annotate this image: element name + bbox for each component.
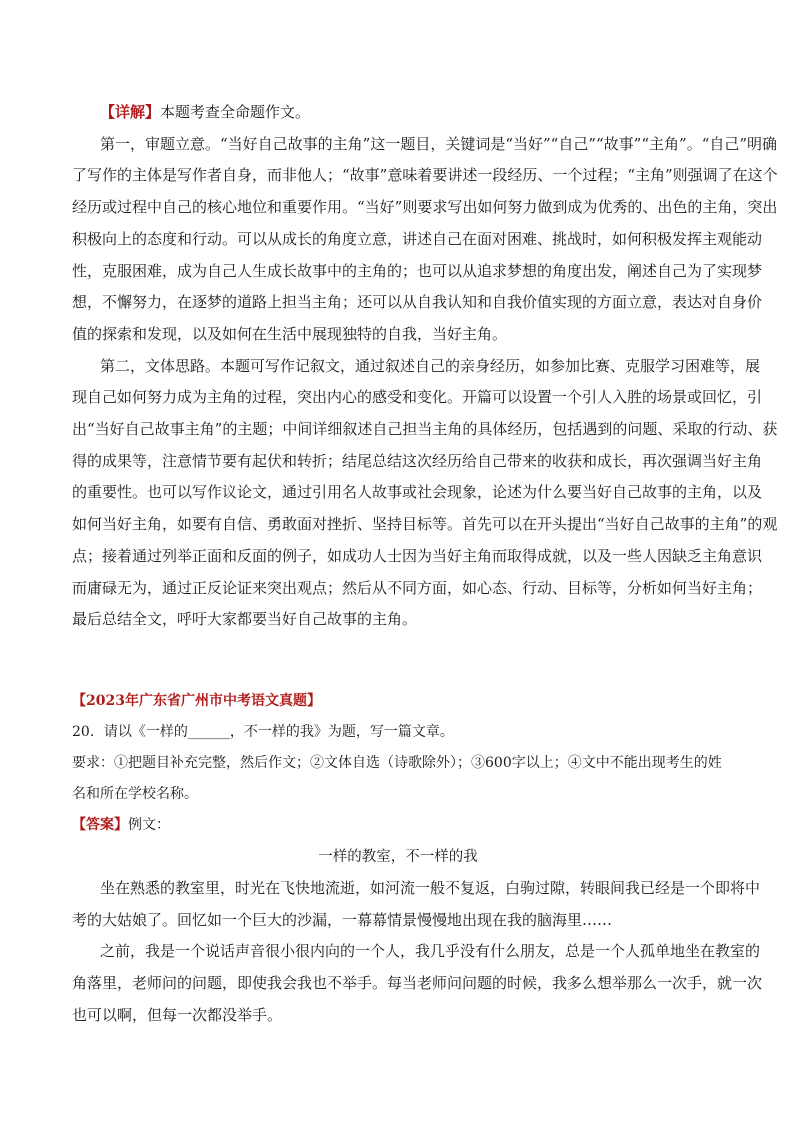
explanation-heading [72,97,724,129]
explanation-intro: 本题考查全命题作文。 [160,103,311,121]
question-requirements-line: 名和所在学校名称。 [72,786,198,802]
essay-line: 也可以啊，但每一次都没举手。 [72,1005,283,1024]
paragraph-line: 第二，文体思路。本题可写作记叙文，通过叙述自己的亲身经历，如参加比赛、克服学习困难等，展 [100,356,761,375]
paragraph-1 [72,129,778,351]
paragraph-line: 最后总结全文，呼吁大家都要当好自己故事的主角。 [72,610,418,629]
explanation-section [72,97,778,636]
paragraph-line: 性，克服困难，成为自己人生成长故事中的主角的；也可以从追求梦想的角度出发，阐述自己为了实现梦 [72,261,763,280]
essay-body [72,873,763,1032]
paragraph-line: 积极向上的态度和行动。可以从成长的角度立意，讲述自己在面对困难、挑战时，如何积极发挥主观能动 [72,229,763,248]
explanation-tag: 【详解】 [100,103,161,121]
answer-tag: 【答案】 [72,817,128,833]
paragraph-line: 想，不懈努力，在逐梦的道路上担当主角；还可以从自我认知和自我价值实现的方面立意，表达对自身价 [72,293,763,312]
answer-heading [72,810,724,841]
essay-line: 考的大姑娘了。回忆如一个巨大的沙漏，一幕幕情景慢慢地出现在我的脑海里…… [72,910,613,929]
paragraph-line: 现自己如何努力成为主角的过程，突出内心的感受和变化。开篇可以设置一个引人入胜的场景或回忆，引 [72,388,763,407]
essay-title: 一样的教室，不一样的我 [318,849,478,865]
essay-line: 角落里，老师问的问题，即使我会我也不举手。每当老师问问题的时候，我多么想举那么一次手，就一次 [72,974,763,993]
question-prompt: 20．请以《一样的______，不一样的我》为题，写一篇文章。 [72,724,454,740]
question-section [72,686,763,1032]
paragraph-line: 第一，审题立意。“当好自己故事的主角”这一题目，关键词是“当好”“自己”“故事”“主角”。“自己”明确 [100,134,778,153]
question-requirements-line: 要求：①把题目补充完整，然后作文；②文体自选（诗歌除外）；③600字以上；④文中不能出现考生的姓 [72,755,722,771]
paragraph-2 [72,351,778,636]
paragraph-line: 值的探索和发现，以及如何在生活中展现独特的自我，当好主角。 [72,324,508,343]
paragraph-line: 得的成果等，注意情节要有起伏和转折；结尾总结这次经历给自己带来的收获和成长，再次强调当好主角 [72,451,763,470]
paragraph-line: 的重要性。也可以写作议论文，通过引用名人故事或社会现象，论述为什么要当好自己故事的主角，以及 [72,483,763,502]
paragraph-line: 出“当好自己故事主角”的主题；中间详细叙述自己担当主角的具体经历，包括遇到的问题、采取的行动、获 [72,420,778,439]
essay-line: 坐在熟悉的教室里，时光在飞快地流逝，如河流一般不复返，白驹过隙，转眼间我已经是一个即将中 [100,879,761,897]
paragraph-line: 了写作的主体是写作者自身，而非他人；“故事”意味着要讲述一段经历、一个过程；“主角”则强调了在这个 [72,166,778,185]
paragraph-line: 而庸碌无为，通过正反论证来突出观点；然后从不同方面，如心态、行动、目标等，分析如何当好主角； [72,578,763,597]
answer-label: 例文： [128,817,170,833]
paragraph-line: 如何当好主角，如要有自信、勇敢面对挫折、坚持目标等。首先可以在开头提出“当好自己故事的主角”的观 [72,515,778,534]
question-source: 【2023年广东省广州市中考语文真题】 [72,693,321,709]
paragraph-line: 点；接着通过列举正面和反面的例子，如成功人士因为当好主角而取得成就，以及一些人因缺乏主角意识 [72,546,763,565]
essay-line: 之前，我是一个说话声音很小很内向的一个人，我几乎没有什么朋友，总是一个人孤单地坐在教室的 [100,942,761,961]
paragraph-line: 经历或过程中自己的核心地位和重要作用。“当好”则要求写出如何努力做到成为优秀的、出色的主角，突出 [72,198,778,217]
